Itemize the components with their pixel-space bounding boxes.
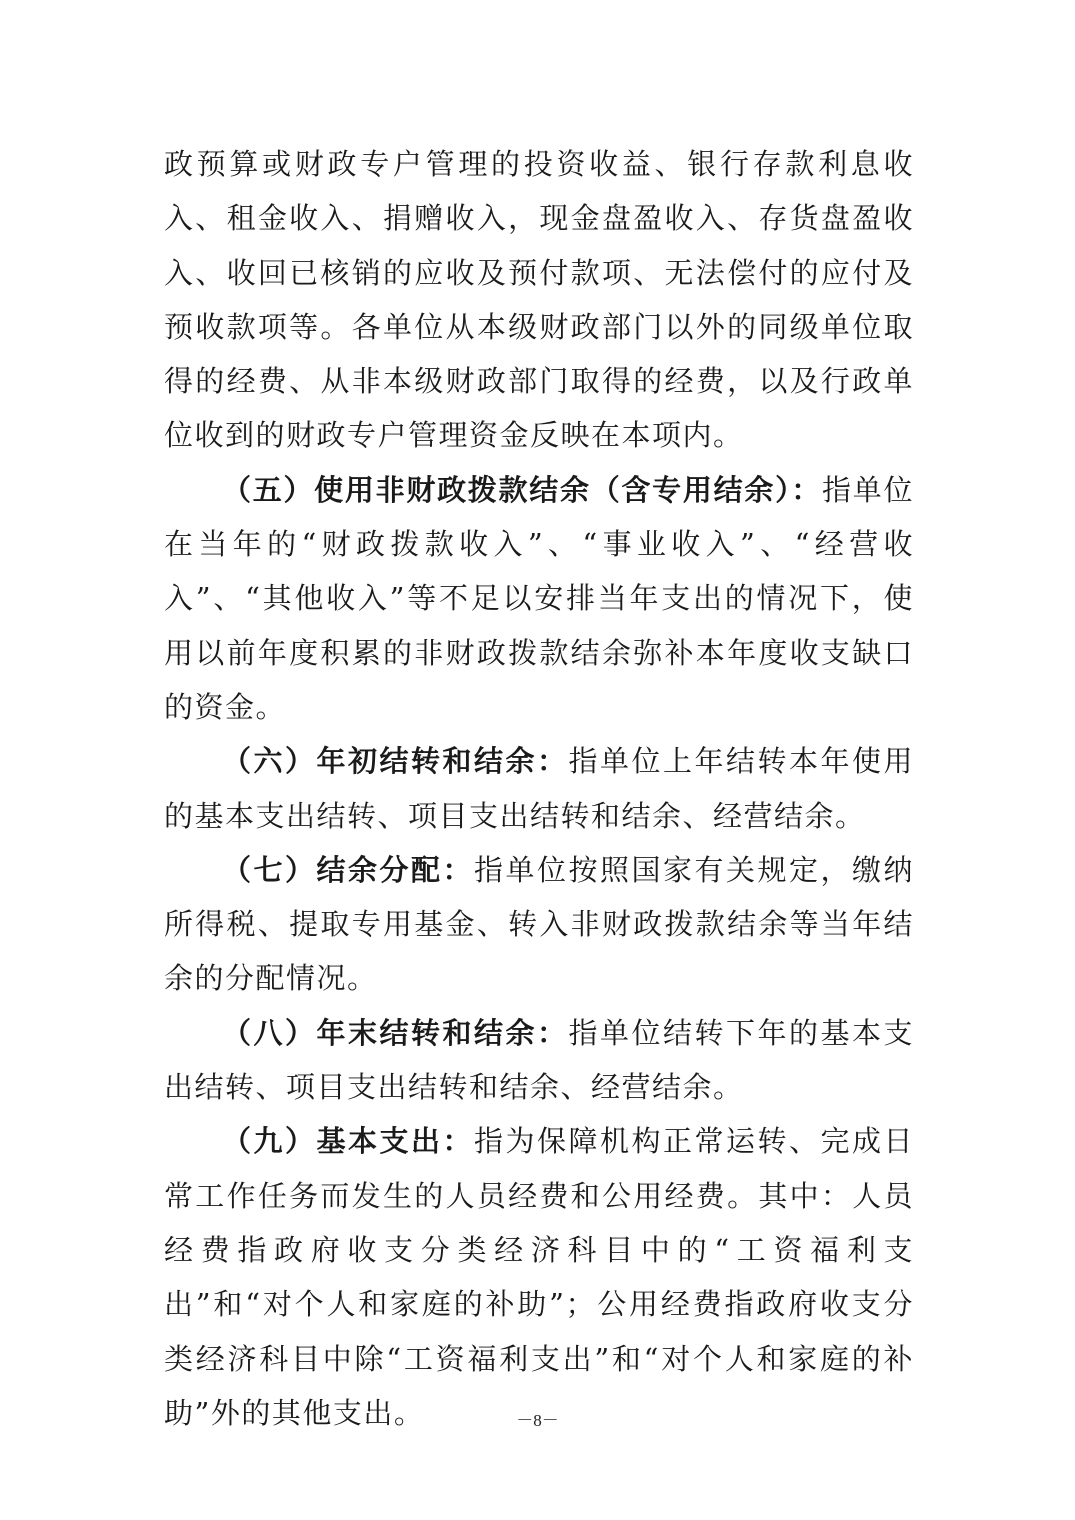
item-7-text: 指单位按照国家有关规定，缴纳所得税、提取专用基金、转入非财政拨款结余等当年结余的分配情况。 [164, 852, 914, 996]
item-9-text: 指为保障机构正常运转、完成日常工作任务而发生的人员经费和公用经费。其中：人员经费指政府收支分类经济科目中的“工资福利支出”和“对个人和家庭的补助”；公用经费指政府收支分类经济科目中除“工资福利支出”和“对个人和家庭的补助”外的其他支出。 [164, 1124, 914, 1430]
paragraph-continued [164, 137, 914, 463]
paragraph-text: 政预算或财政专户管理的投资收益、银行存款利息收入、租金收入、捐赠收入，现金盘盈收入、存货盘盈收入、收回已核销的应收及预付款项、无法偿付的应付及预收款项等。各单位从本级财政部门以外的同级单位取得的经费、从非本级财政部门取得的经费，以及行政单位收到的财政专户管理资金反映在本项内。 [164, 147, 914, 453]
paragraph-item-6 [164, 734, 914, 843]
item-5-heading: （五）使用非财政拨款结余（含专用结余）： [222, 472, 823, 507]
paragraph-item-8 [164, 1006, 914, 1115]
item-7-heading: （七）结余分配： [222, 852, 474, 887]
paragraph-item-7 [164, 843, 914, 1006]
item-8-text: 指单位结转下年的基本支出结转、项目支出结转和结余、经营结余。 [164, 1015, 914, 1105]
item-9-heading: （九）基本支出： [222, 1124, 474, 1159]
item-8-heading: （八）年末结转和结余： [222, 1015, 569, 1050]
paragraph-item-5 [164, 463, 914, 734]
paragraph-item-9 [164, 1114, 914, 1440]
item-6-heading: （六）年初结转和结余： [222, 744, 569, 779]
item-6-text: 指单位上年结转本年使用的基本支出结转、项目支出结转和结余、经营结余。 [164, 744, 914, 833]
page-number: －8－ [516, 1411, 559, 1430]
document-body [164, 137, 914, 1440]
item-5-text: 指单位在当年的“财政拨款收入”、“事业收入”、“经营收入”、“其他收入”等不足以安排当年支出的情况下，使用以前年度积累的非财政拨款结余弥补本年度收支缺口的资金。 [164, 472, 914, 724]
